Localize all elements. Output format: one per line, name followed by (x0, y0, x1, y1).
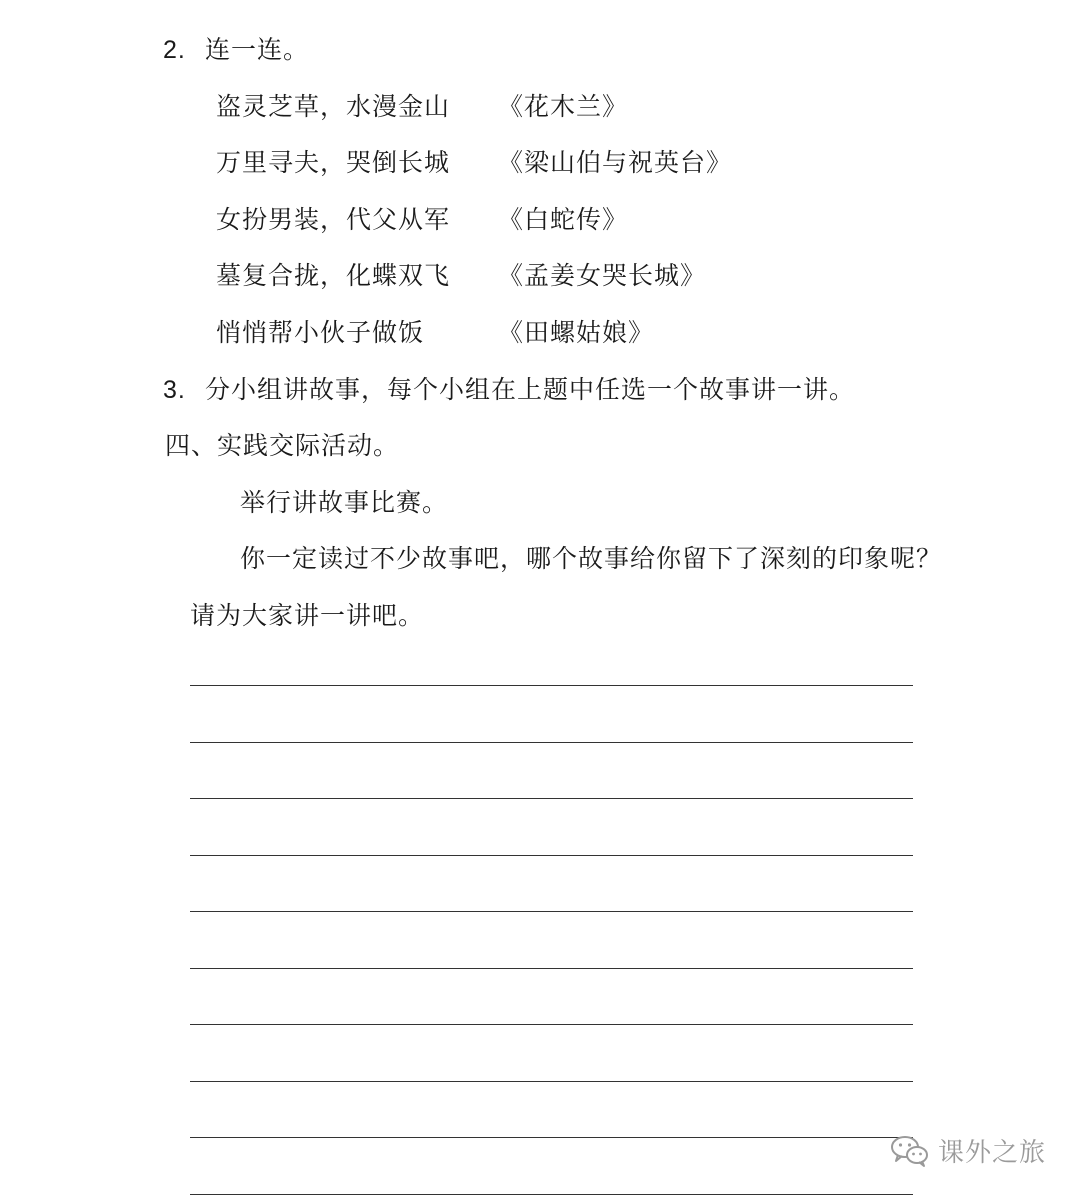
q2-right-item: 《花木兰》 (498, 92, 629, 121)
q2-left-item: 女扮男装，代父从军 (216, 205, 451, 234)
section4-line3: 请为大家讲一讲吧。 (190, 601, 425, 630)
section4-line2: 你一定读过不少故事吧，哪个故事给你留下了深刻的印象呢？ (240, 544, 943, 573)
q2-right-item: 《白蛇传》 (498, 205, 629, 234)
watermark (890, 1132, 1046, 1169)
wechat-icon (890, 1134, 930, 1168)
q2-left-item: 万里寻夫，哭倒长城 (216, 148, 451, 177)
q2-right-item: 《孟姜女哭长城》 (498, 261, 707, 290)
writing-line (190, 1194, 913, 1195)
q2-title: 连一连。 (205, 35, 310, 64)
q2-right-item: 《田螺姑娘》 (498, 318, 655, 347)
section4-heading: 四、实践交际活动。 (165, 431, 400, 460)
q3-text: 分小组讲故事，每个小组在上题中任选一个故事讲一讲。 (205, 375, 856, 404)
writing-line (190, 742, 913, 743)
writing-line (190, 798, 913, 799)
q2-left-item: 悄悄帮小伙子做饭 (216, 318, 425, 347)
q2-left-item: 盗灵芝草，水漫金山 (216, 92, 451, 121)
writing-line (190, 1081, 913, 1082)
q2-number: 2. (163, 36, 186, 64)
writing-line (190, 968, 913, 969)
writing-line (190, 911, 913, 912)
watermark-text: 课外之旅 (938, 1138, 1047, 1168)
q2-left-item: 墓复合拢，化蝶双飞 (216, 261, 451, 290)
writing-line (190, 1024, 913, 1025)
section4-line1: 举行讲故事比赛。 (240, 488, 449, 517)
q3-number: 3. (163, 376, 186, 404)
writing-line (190, 855, 913, 856)
writing-line (190, 685, 913, 686)
writing-line (190, 1137, 913, 1138)
q2-right-item: 《梁山伯与祝英台》 (498, 148, 733, 177)
